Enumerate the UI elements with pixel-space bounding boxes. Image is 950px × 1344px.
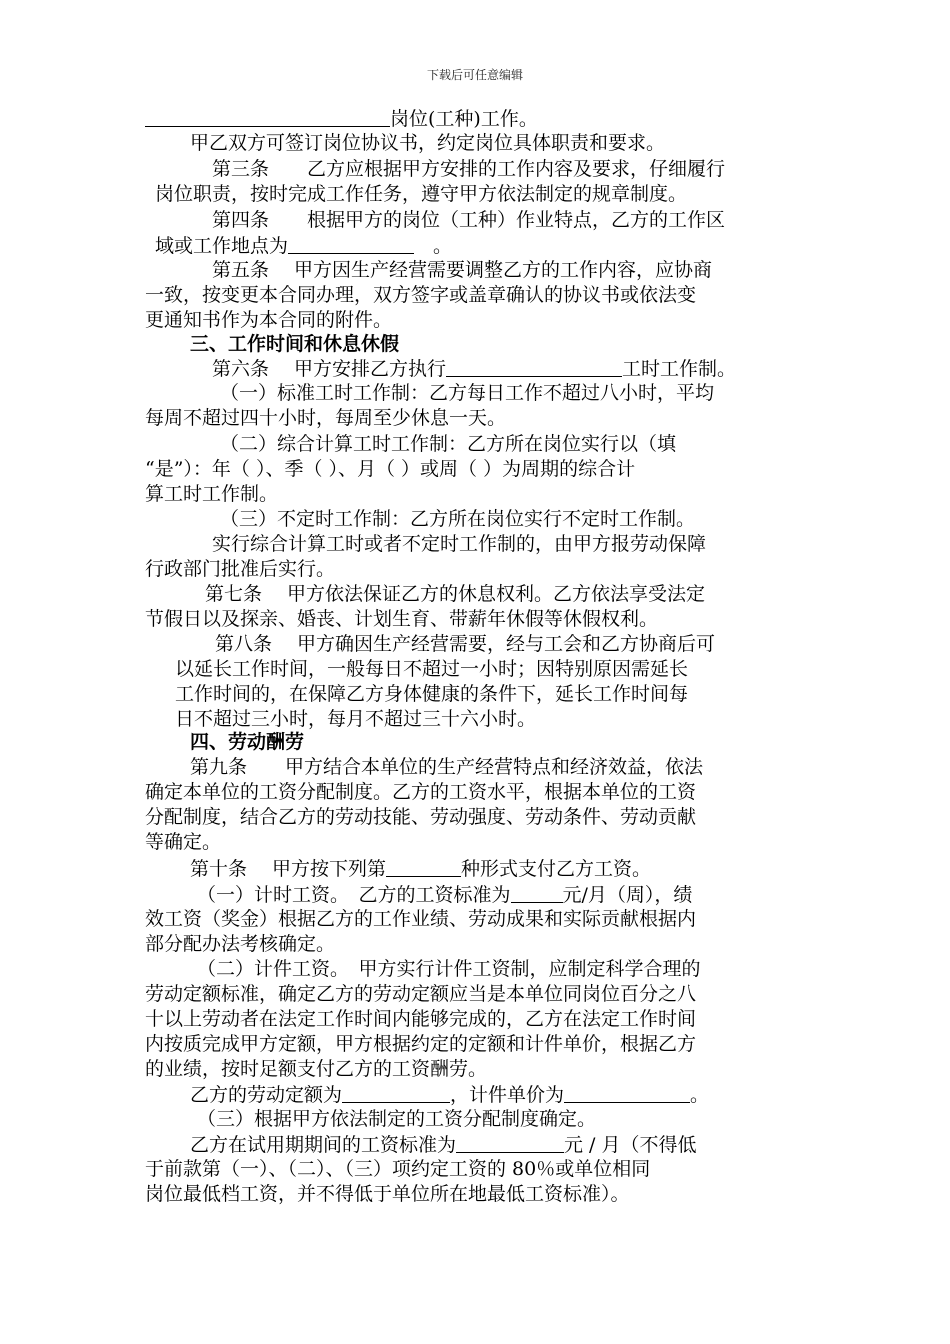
text-segment: 部分配办法考核确定。 [145, 933, 336, 955]
text-segment: 内按质完成甲方定额，甲方根据约定的定额和计件单价，根据乙方 [145, 1033, 697, 1055]
fill-in-blank[interactable] [386, 858, 461, 877]
text-line [220, 381, 714, 405]
text-segment: 一致，按变更本合同办理，双方签字或盖章确认的协议书或依法变 [145, 284, 697, 306]
text-segment: 第五条 甲方因生产经营需要调整乙方的工作内容，应协商 [212, 259, 713, 281]
text-segment: 第九条 甲方结合本单位的生产经营特点和经济效益，依法 [190, 756, 704, 778]
text-line [145, 1057, 487, 1081]
fill-in-blank[interactable] [342, 1084, 450, 1103]
text-line [215, 632, 715, 656]
text-line [145, 907, 696, 931]
section-heading [190, 730, 304, 754]
text-segment: 三、工作时间和休息休假 [190, 333, 400, 355]
text-segment: 第六条 甲方安排乙方执行 [212, 358, 447, 380]
text-segment: 十以上劳动者在法定工作时间内能够完成的，乙方在法定工作时间 [145, 1008, 697, 1030]
text-segment: 以延长工作时间，一般每日不超过一小时；因特别原因需延长 [175, 658, 689, 680]
text-segment: 算工时工作制。 [145, 483, 279, 505]
text-segment: 工时工作制。 [622, 358, 737, 380]
text-line [175, 682, 688, 706]
text-line [145, 1032, 696, 1056]
text-segment: 第三条 乙方应根据甲方安排的工作内容及要求，仔细履行 [212, 158, 726, 180]
text-line [145, 283, 696, 307]
text-line [190, 856, 651, 881]
text-segment: （一）标准工时工作制：乙方每日工作不超过八小时，平均 [220, 382, 715, 404]
text-segment: 元 / 月（不得低 [564, 1134, 697, 1156]
text-line [145, 457, 635, 481]
text-line [175, 707, 536, 731]
text-line [145, 780, 696, 804]
text-line [197, 957, 701, 981]
text-segment: 岗位最低档工资，并不得低于单位所在地最低工资标准）。 [145, 1183, 630, 1205]
text-line [175, 657, 688, 681]
text-segment: （三）根据甲方依法制定的工资分配制度确定。 [197, 1108, 597, 1130]
fill-in-blank[interactable] [564, 1084, 690, 1103]
text-segment: 的业绩，按时足额支付乙方的工资酬劳。 [145, 1058, 488, 1080]
text-segment: 第四条 根据甲方的岗位（工种）作业特点，乙方的工作区 [212, 209, 726, 231]
text-segment: 第八条 甲方确因生产经营需要，经与工会和乙方协商后可 [215, 633, 716, 655]
text-line [145, 557, 335, 581]
text-line [145, 1157, 650, 1181]
text-segment: 每周不超过四十小时，每周至少休息一天。 [145, 407, 507, 429]
text-segment: 岗位职责，按时完成工作任务，遵守甲方依法制定的规章制度。 [155, 183, 688, 205]
text-segment: 四、劳动酬劳 [190, 731, 305, 753]
text-segment: 种形式支付乙方工资。 [461, 858, 652, 880]
text-segment: “是”）：年（ ）、季（ ）、月（ ）或周（ ）为周期的综合计 [145, 458, 636, 480]
text-line [155, 233, 452, 258]
text-line [145, 607, 658, 631]
text-segment: 效工资（奖金）根据乙方的工作业绩、劳动成果和实际贡献根据内 [145, 908, 697, 930]
text-line [212, 208, 725, 232]
text-segment: 。 [414, 235, 453, 257]
text-line [155, 182, 687, 206]
text-line [145, 1007, 696, 1031]
text-segment: （二）计件工资。 甲方实行计件工资制，应制定科学合理的 [197, 958, 701, 980]
text-line [197, 882, 692, 907]
text-line [190, 755, 703, 779]
text-line [145, 308, 392, 332]
text-line [220, 432, 676, 456]
text-segment: 工作时间的，在保障乙方身体健康的条件下，延长工作时间每 [175, 683, 689, 705]
text-line [220, 507, 695, 531]
section-heading [190, 332, 399, 356]
text-line [145, 1182, 630, 1206]
text-segment: （三）不定时工作制：乙方所在岗位实行不定时工作制。 [220, 508, 696, 530]
text-segment: 甲乙双方可签订岗位协议书，约定岗位具体职责和要求。 [190, 132, 666, 154]
text-segment: 更通知书作为本合同的附件。 [145, 309, 393, 331]
text-segment: 行政部门批准后实行。 [145, 558, 336, 580]
text-line [212, 532, 706, 556]
page-header: 下载后可任意编辑 [426, 68, 523, 82]
text-line [212, 157, 725, 181]
text-segment: （一）计时工资。 乙方的工资标准为 [197, 884, 511, 906]
text-line [205, 582, 705, 606]
text-segment: 域或工作地点为 [155, 235, 289, 257]
text-line [190, 131, 665, 155]
fill-in-blank[interactable] [288, 235, 414, 254]
text-segment: 日不超过三小时，每月不超过三十六小时。 [175, 708, 537, 730]
text-segment: 乙方的劳动定额为 [190, 1084, 343, 1106]
text-segment: 岗位(工种)工作。 [390, 108, 538, 130]
fill-in-blank[interactable] [145, 108, 390, 127]
text-segment: 于前款第（一）、（二）、（三）项约定工资的 80％或单位相同 [145, 1158, 651, 1180]
text-segment: ，计件单价为 [450, 1084, 565, 1106]
text-line [145, 932, 335, 956]
text-line [145, 106, 538, 131]
text-segment: 等确定。 [145, 831, 222, 853]
text-segment: 元/月（周），绩 [562, 884, 693, 906]
text-segment: 。 [690, 1084, 710, 1106]
text-segment: 实行综合计算工时或者不定时工作制的，由甲方报劳动保障 [212, 533, 707, 555]
text-line [145, 982, 696, 1006]
text-segment: （二）综合计算工时工作制：乙方所在岗位实行以（填 [220, 433, 677, 455]
text-line [212, 356, 736, 381]
text-line [197, 1107, 596, 1131]
text-line [145, 406, 506, 430]
text-segment: 乙方在试用期期间的工资标准为 [190, 1134, 457, 1156]
text-line [212, 258, 712, 282]
text-line [190, 1082, 709, 1107]
text-segment: 第十条 甲方按下列第 [190, 858, 387, 880]
fill-in-blank[interactable] [511, 884, 563, 903]
text-line [190, 1132, 697, 1157]
text-segment: 节假日以及探亲、婚丧、计划生育、带薪年休假等休假权利。 [145, 608, 659, 630]
text-segment: 劳动定额标准，确定乙方的劳动定额应当是本单位同岗位百分之八 [145, 983, 697, 1005]
text-line [145, 805, 696, 829]
fill-in-blank[interactable] [456, 1134, 564, 1153]
text-segment: 确定本单位的工资分配制度。乙方的工资水平，根据本单位的工资 [145, 781, 697, 803]
text-segment: 第七条 甲方依法保证乙方的休息权利。乙方依法享受法定 [205, 583, 706, 605]
text-line [145, 482, 278, 506]
text-line [145, 830, 221, 854]
text-segment: 分配制度，结合乙方的劳动技能、劳动强度、劳动条件、劳动贡献 [145, 806, 697, 828]
fill-in-blank[interactable] [446, 358, 622, 377]
